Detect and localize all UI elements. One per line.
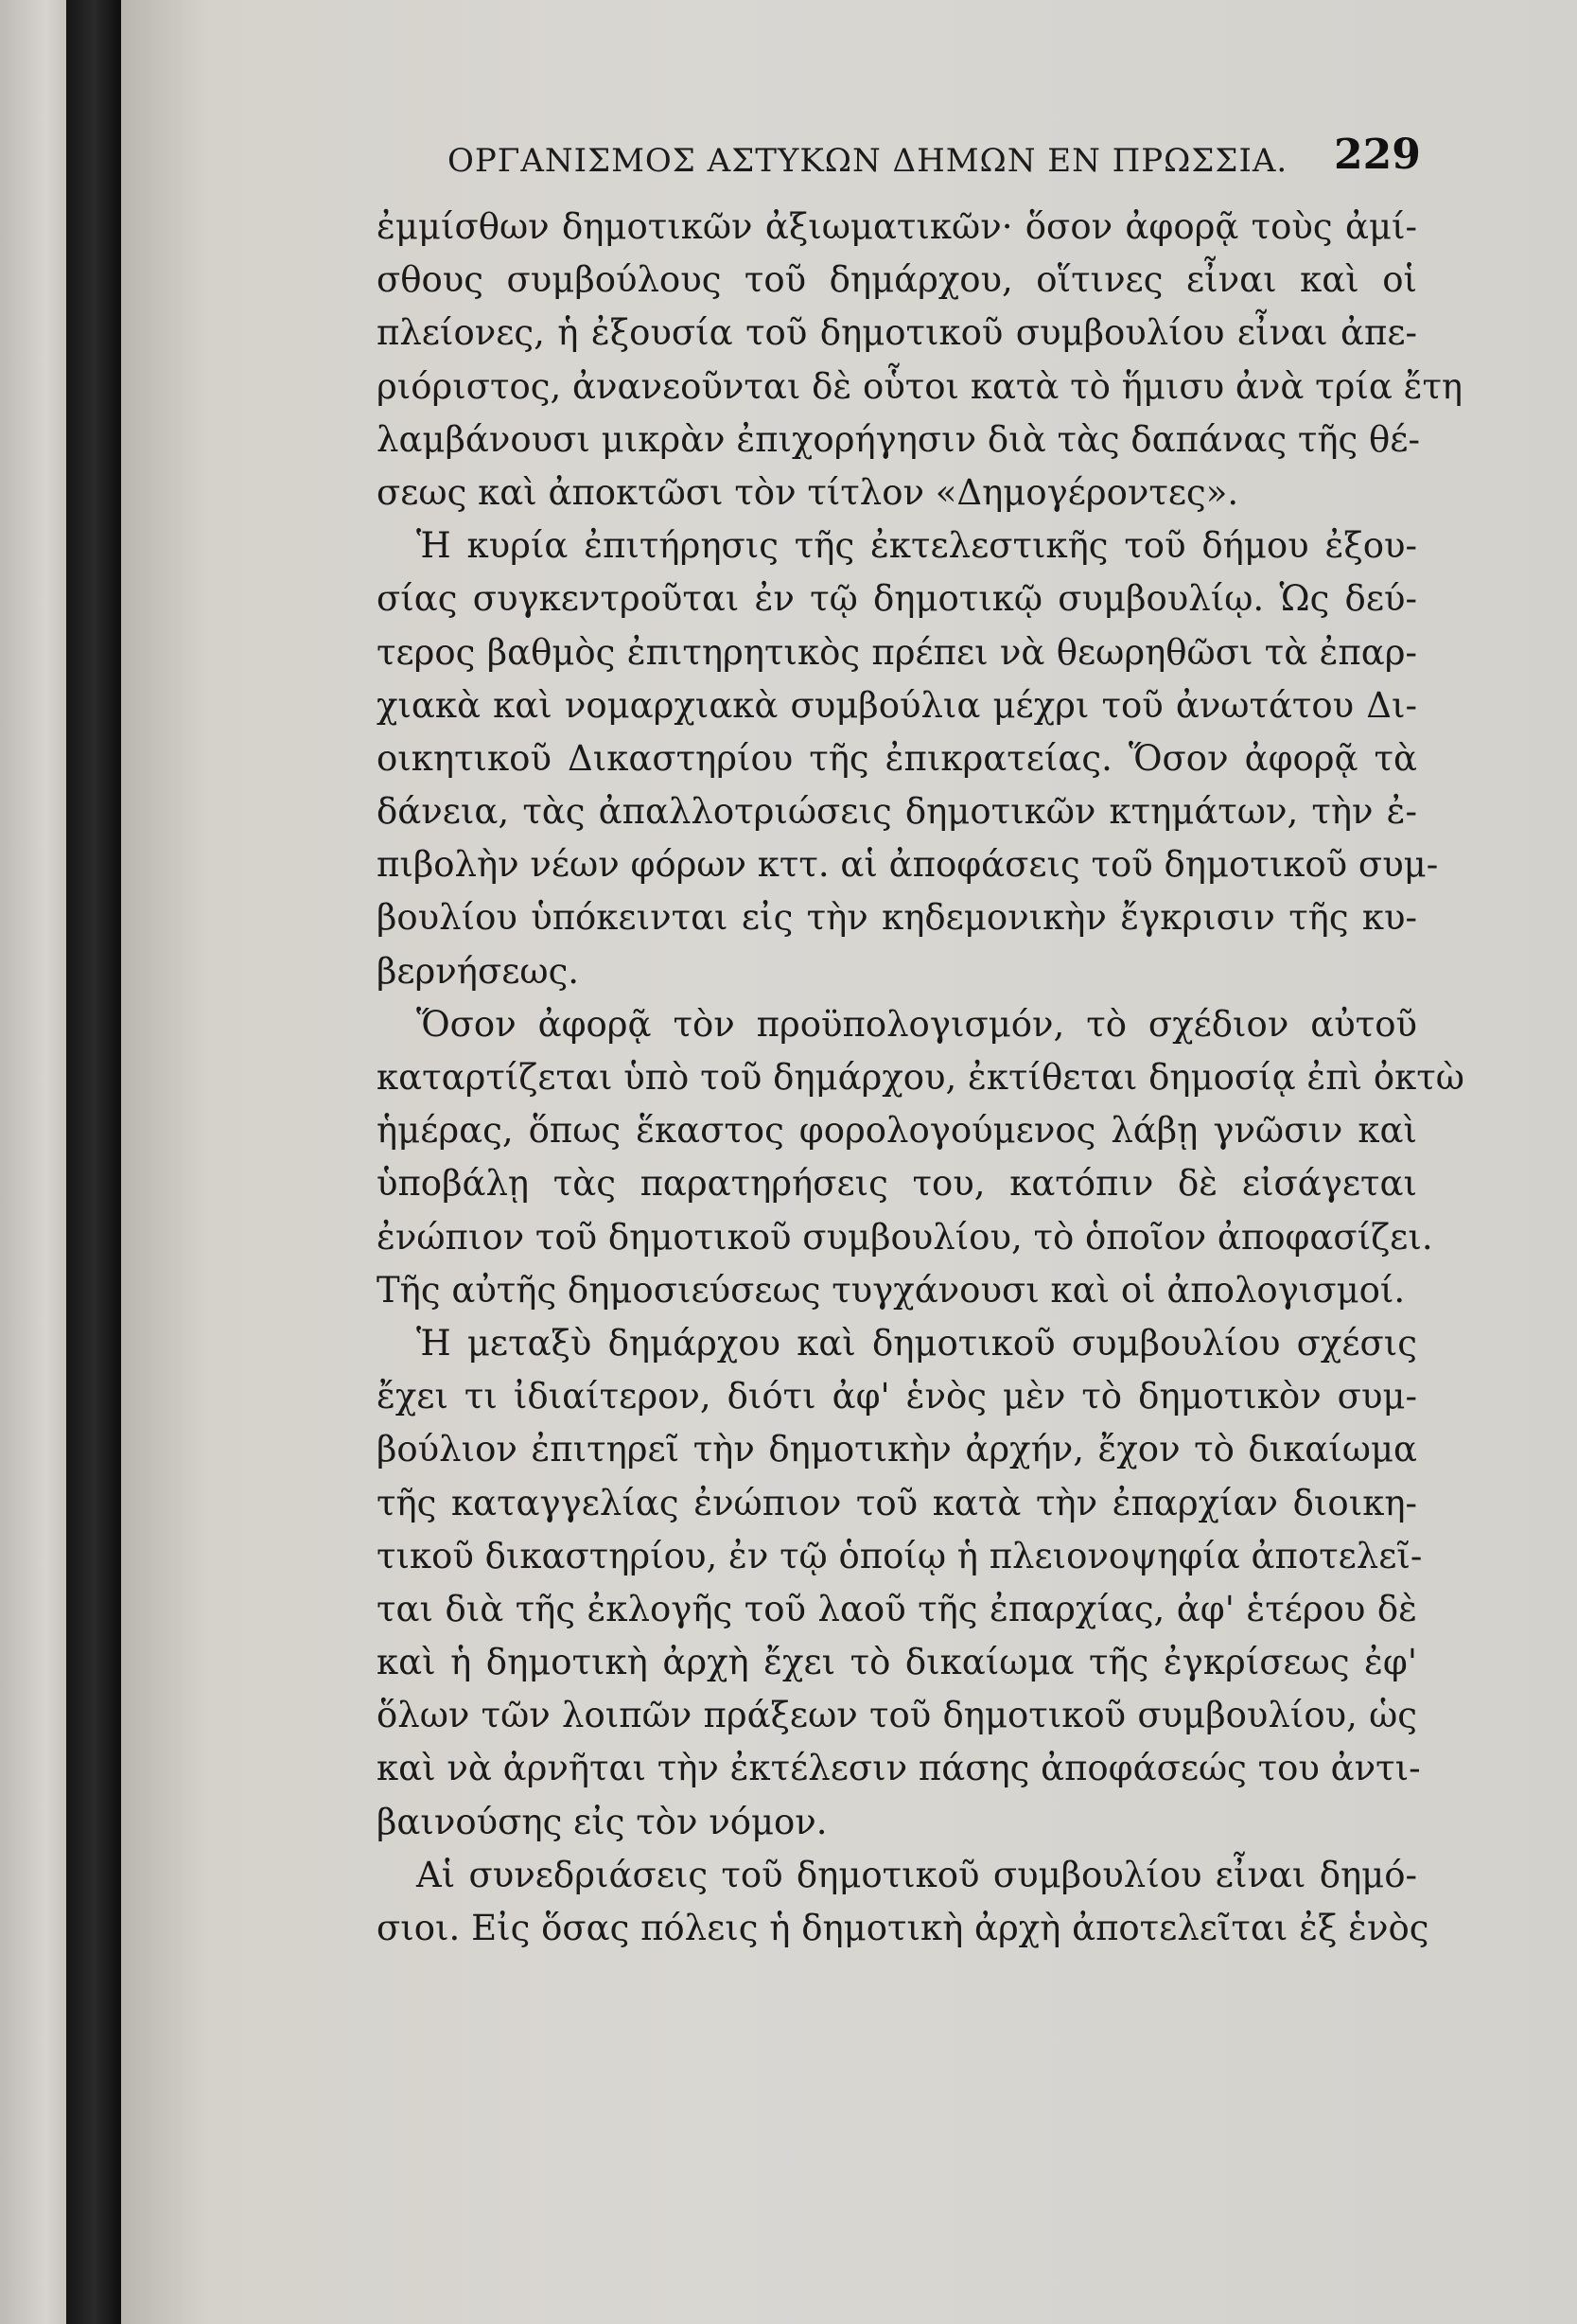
paragraph-start-line: Αἱ συνεδριάσεις τοῦ δημοτικοῦ συμβουλίου εἶναι δημό- [416, 1854, 1417, 1895]
text-line: οικητικοῦ Δικαστηρίου τῆς ἐπικρατείας. Ὅσον ἀφορᾷ τὰ [377, 737, 1417, 779]
text-line: ἡμέρας, ὅπως ἕκαστος φορολογούμενος λάβῃ γνῶσιν καὶ [377, 1110, 1417, 1152]
text-line: τῆς καταγγελίας ἐνώπιον τοῦ κατὰ τὴν ἐπαρχίαν διοικη- [377, 1482, 1417, 1523]
text-line: σιοι. Εἰς ὅσας πόλεις ἡ δημοτικὴ ἀρχὴ ἀποτελεῖται ἐξ ἑνὸς [377, 1908, 1429, 1948]
text-line: καὶ νὰ ἀρνῆται τὴν ἐκτέλεσιν πάσης ἀποφάσεώς του ἀντι- [377, 1748, 1421, 1789]
text-line: λαμβάνουσι μικρὰν ἐπιχορήγησιν διὰ τὰς δαπάνας τῆς θέ- [377, 418, 1420, 460]
text-line: τερος βαθμὸς ἐπιτηρητικὸς πρέπει νὰ θεωρηθῶσι τὰ ἐπαρ- [377, 631, 1417, 673]
running-header: ΟΡΓΑΝΙΣΜΟΣ ΑΣΤΥΚΩΝ ΔΗΜΩΝ ΕΝ ΠΡΩΣΣΙΑ. [447, 142, 1288, 180]
text-line: τικοῦ δικαστηρίου, ἐν τῷ ὁποίῳ ἡ πλειονοψηφία ἀποτελεῖ- [377, 1535, 1423, 1576]
text-line: βουλίου ὑπόκεινται εἰς τὴν κηδεμονικὴν ἔγκρισιν τῆς κυ- [377, 897, 1417, 939]
text-line: δάνεια, τὰς ἀπαλλοτριώσεις δημοτικῶν κτημάτων, τὴν ἐ- [377, 791, 1417, 833]
text-line: βαινούσης εἰς τὸν νόμον. [377, 1801, 828, 1842]
left-page-edge [0, 0, 66, 2324]
text-line: ὑποβάλῃ τὰς παρατηρήσεις του, κατόπιν δὲ εἰσάγεται [377, 1163, 1417, 1205]
text-line: ριόριστος, ἀνανεοῦνται δὲ οὗτοι κατὰ τὸ ἥμισυ ἀνὰ τρία ἔτη [377, 365, 1463, 407]
paragraph-start-line: Ὅσον ἀφορᾷ τὸν προϋπολογισμόν, τὸ σχέδιον αὐτοῦ [416, 1003, 1417, 1045]
text-line: βούλιον ἐπιτηρεῖ τὴν δημοτικὴν ἀρχήν, ἔχον τὸ δικαίωμα [377, 1429, 1417, 1470]
text-line: σεως καὶ ἀποκτῶσι τὸν τίτλον «Δημογέροντες». [377, 471, 1239, 513]
text-line: ἐμμίσθων δημοτικῶν ἀξιωματικῶν· ὅσον ἀφορᾷ τοὺς ἀμί- [377, 206, 1417, 247]
text-line: πλείονες, ἡ ἐξουσία τοῦ δημοτικοῦ συμβουλίου εἶναι ἀπε- [377, 312, 1417, 354]
text-line: καταρτίζεται ὑπὸ τοῦ δημάρχου, ἐκτίθεται δημοσίᾳ ἐπὶ ὀκτὼ [377, 1057, 1464, 1098]
book-binding [66, 0, 121, 2324]
paragraph-start-line: Ἡ κυρία ἐπιτήρησις τῆς ἐκτελεστικῆς τοῦ δήμου ἐξου- [416, 525, 1417, 567]
body-text [377, 201, 1464, 1955]
text-line: χιακὰ καὶ νομαρχιακὰ συμβούλια μέχρι τοῦ ἀνωτάτου Δι- [377, 684, 1417, 726]
text-line: ἔχει τι ἰδιαίτερον, διότι ἀφ' ἑνὸς μὲν τὸ δημοτικὸν συμ- [377, 1376, 1417, 1417]
text-line: ἐνώπιον τοῦ δημοτικοῦ συμβουλίου, τὸ ὁποῖον ἀποφασίζει. [377, 1216, 1433, 1258]
page-number: 229 [1334, 131, 1421, 179]
text-line: καὶ ἡ δημοτικὴ ἀρχὴ ἔχει τὸ δικαίωμα τῆς ἐγκρίσεως ἐφ' [377, 1642, 1417, 1683]
text-line: ται διὰ τῆς ἐκλογῆς τοῦ λαοῦ τῆς ἐπαρχίας, ἀφ' ἑτέρου δὲ [377, 1588, 1417, 1629]
text-line: βερνήσεως. [377, 950, 580, 992]
text-line: σίας συγκεντροῦται ἐν τῷ δημοτικῷ συμβουλίῳ. Ὡς δεύ- [377, 578, 1417, 620]
paragraph-start-line: Ἡ μεταξὺ δημάρχου καὶ δημοτικοῦ συμβουλίου σχέσις [416, 1322, 1417, 1364]
text-line: πιβολὴν νέων φόρων κττ. αἱ ἀποφάσεις τοῦ δημοτικοῦ συμ- [377, 844, 1439, 886]
text-line: Τῆς αὐτῆς δημοσιεύσεως τυγχάνουσι καὶ οἱ ἀπολογισμοί. [377, 1269, 1406, 1311]
book-page [121, 0, 1577, 2324]
text-line: ὅλων τῶν λοιπῶν πράξεων τοῦ δημοτικοῦ συμβουλίου, ὡς [377, 1695, 1417, 1736]
text-line: σθους συμβούλους τοῦ δημάρχου, οἵτινες εἶναι καὶ οἱ [377, 259, 1417, 301]
